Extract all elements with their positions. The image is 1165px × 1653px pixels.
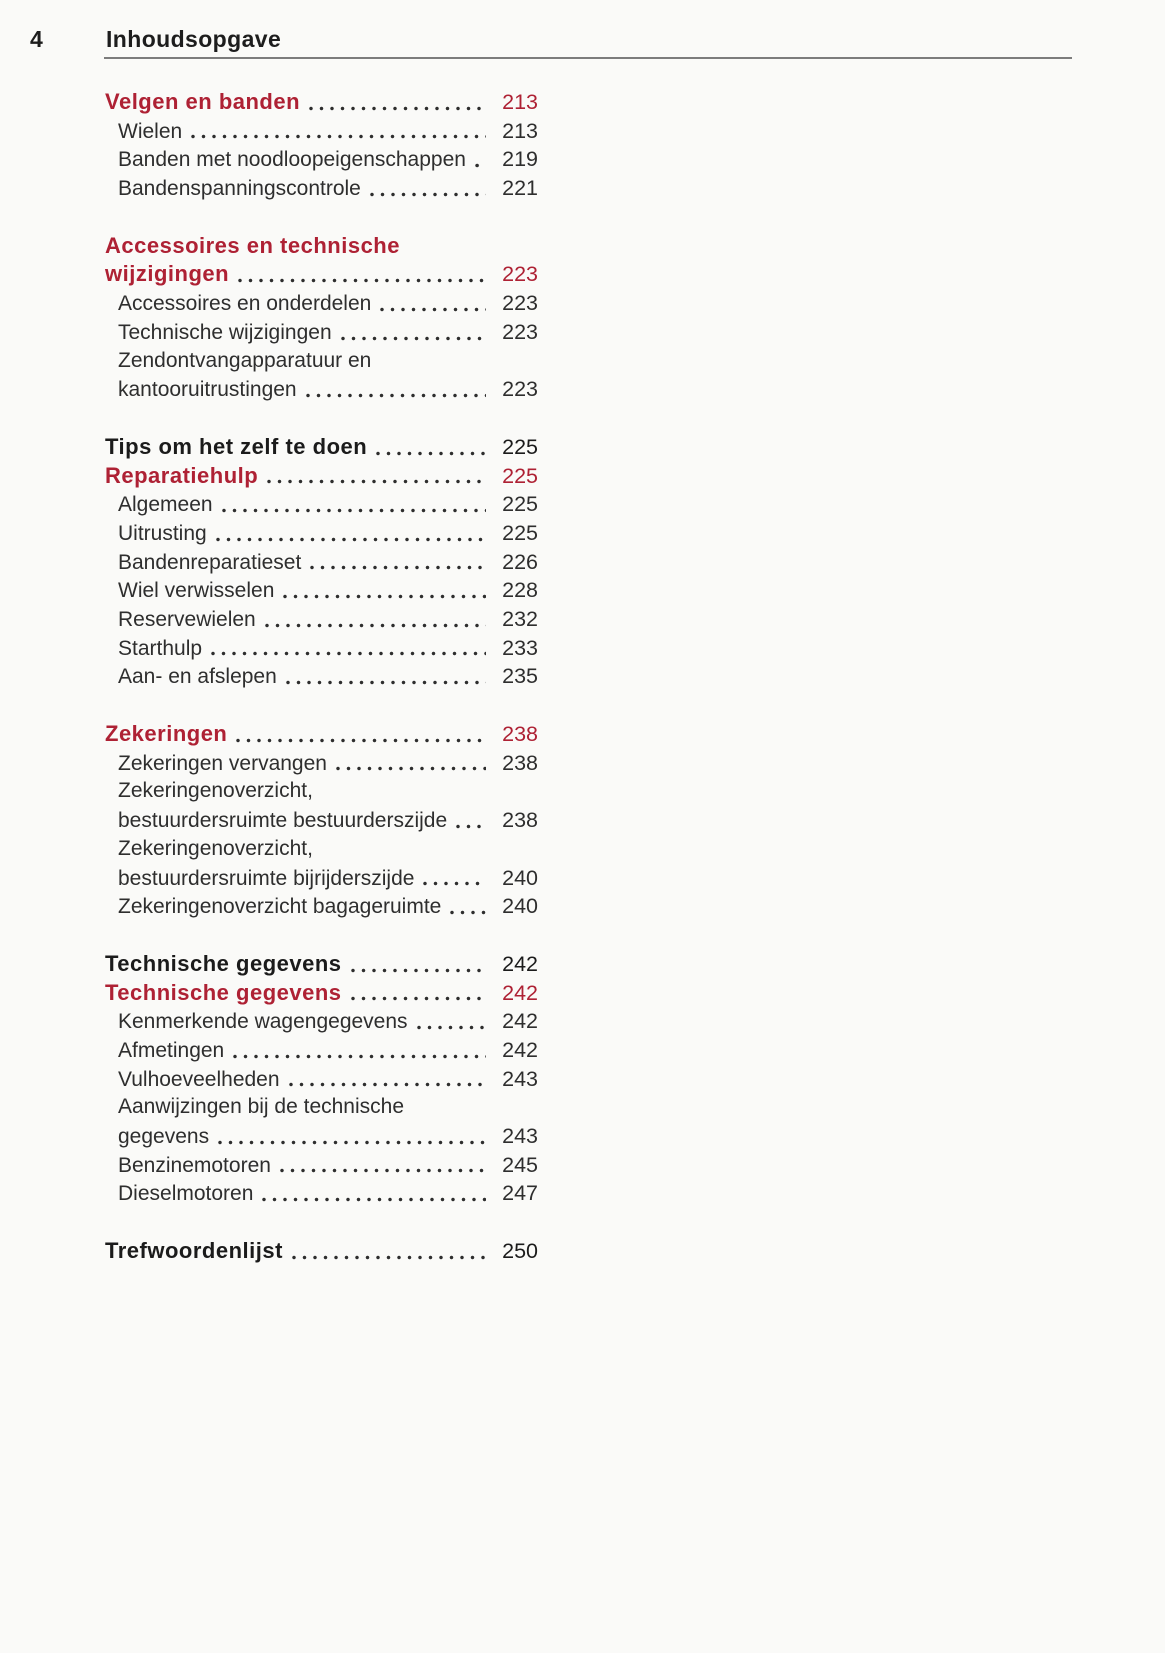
- toc-entry-label: Aan- en afslepen: [118, 665, 277, 689]
- toc-entry-label: Zekeringenoverzicht,: [118, 779, 313, 803]
- toc-entry-label: Wielen: [118, 119, 183, 143]
- toc-row: [105, 548, 538, 577]
- dot-leader: [265, 623, 486, 628]
- toc-row: [105, 605, 538, 634]
- toc-entry-label: Wiel verwisselen: [118, 579, 275, 603]
- toc-entry-label: Bandenspanningscontrole: [118, 177, 361, 201]
- toc-page-number: 242: [502, 1009, 538, 1034]
- toc-page-number: 223: [502, 377, 538, 402]
- toc-row: [105, 1036, 538, 1065]
- toc-entry-label: Banden met noodloopeigenschappen: [118, 148, 466, 172]
- dot-leader: [236, 738, 486, 743]
- toc-page-number: 243: [502, 1124, 538, 1148]
- toc-row: [105, 433, 538, 462]
- toc-page-number: 225: [502, 520, 538, 545]
- dot-leader: [376, 451, 486, 456]
- dot-leader: [218, 1140, 486, 1145]
- page-number: 4: [30, 26, 43, 52]
- toc-entry-label: Bandenreparatieset: [118, 550, 302, 574]
- toc-page-number: 238: [502, 750, 538, 775]
- toc-row: [105, 462, 538, 491]
- toc-row: [105, 174, 538, 203]
- toc-group: [105, 950, 538, 1208]
- toc-entry-label: Vulhoeveelheden: [118, 1067, 280, 1091]
- toc-page-number: 225: [502, 492, 538, 517]
- toc-row: [105, 749, 538, 778]
- toc-group: [105, 88, 538, 203]
- toc-page-number: 226: [502, 549, 538, 574]
- dot-leader: [292, 1255, 486, 1260]
- toc-row: [105, 1093, 538, 1122]
- dot-leader: [370, 192, 486, 197]
- toc-entry-label: Kenmerkende wagengegevens: [118, 1010, 408, 1034]
- toc-group: [105, 720, 538, 921]
- toc: [105, 88, 538, 1295]
- dot-leader: [475, 163, 486, 168]
- toc-entry-label: gegevens: [118, 1125, 210, 1148]
- toc-page-number: 223: [502, 291, 538, 316]
- toc-page-number: 225: [502, 434, 538, 459]
- dot-leader: [280, 1168, 486, 1173]
- toc-page-number: 233: [502, 635, 538, 660]
- toc-entry-label: Zekeringen: [105, 721, 228, 747]
- toc-page-number: 238: [502, 722, 538, 747]
- dot-leader: [380, 307, 486, 312]
- dot-leader: [336, 766, 486, 771]
- toc-page-number: 235: [502, 664, 538, 689]
- toc-row: [105, 720, 538, 749]
- toc-entry-label: Benzinemotoren: [118, 1153, 271, 1177]
- toc-page-number: 228: [502, 578, 538, 603]
- toc-entry-label: Aanwijzingen bij de technische: [118, 1095, 405, 1119]
- toc-page-number: 213: [502, 90, 538, 114]
- toc-row: [105, 864, 538, 893]
- dot-leader: [351, 996, 486, 1001]
- toc-row: [105, 347, 538, 376]
- toc-page-number: 245: [502, 1152, 538, 1177]
- toc-row: [105, 117, 538, 146]
- dot-leader: [289, 1082, 486, 1087]
- toc-page-number: 223: [502, 319, 538, 344]
- dot-leader: [309, 106, 486, 111]
- dot-leader: [450, 910, 486, 915]
- page-title: Inhoudsopgave: [106, 26, 282, 52]
- toc-row: [105, 1237, 538, 1266]
- toc-row: [105, 1065, 538, 1094]
- toc-page-number: 250: [502, 1239, 538, 1264]
- toc-row: [105, 1122, 538, 1151]
- toc-entry-label: Zendontvangapparatuur en: [118, 348, 372, 372]
- toc-group: [105, 232, 538, 404]
- toc-page-number: 242: [502, 980, 538, 1005]
- dot-leader: [222, 508, 486, 513]
- toc-page-number: 242: [502, 1037, 538, 1062]
- dot-leader: [262, 1197, 486, 1202]
- dot-leader: [267, 479, 486, 484]
- toc-row: [105, 519, 538, 548]
- toc-row: [105, 1007, 538, 1036]
- toc-row: [105, 806, 538, 835]
- toc-entry-label: Zekeringenoverzicht bagageruimte: [118, 895, 442, 919]
- toc-page-number: 223: [502, 262, 538, 287]
- toc-row: [105, 576, 538, 605]
- toc-entry-label: Reservewielen: [118, 608, 256, 631]
- toc-group: [105, 433, 538, 691]
- dot-leader: [423, 881, 486, 886]
- toc-page-number: 225: [502, 463, 538, 488]
- toc-entry-label: kantooruitrustingen: [118, 378, 297, 402]
- toc-group: [105, 1237, 538, 1266]
- dot-leader: [191, 134, 486, 139]
- toc-row: [105, 1179, 538, 1208]
- toc-entry-label: Technische gegevens: [105, 979, 342, 1005]
- toc-row: [105, 662, 538, 691]
- toc-row: [105, 979, 538, 1008]
- dot-leader: [456, 824, 486, 829]
- toc-row: [105, 634, 538, 663]
- toc-row: [105, 260, 538, 289]
- toc-row: [105, 777, 538, 806]
- toc-entry-label: Trefwoordenlijst: [105, 1238, 283, 1264]
- toc-entry-label: Accessoires en technische: [105, 232, 400, 258]
- toc-row: [105, 490, 538, 519]
- dot-leader: [216, 537, 486, 542]
- toc-row: [105, 950, 538, 979]
- toc-entry-label: Uitrusting: [118, 521, 207, 545]
- toc-row: [105, 145, 538, 174]
- toc-entry-label: Accessoires en onderdelen: [118, 292, 372, 316]
- toc-entry-label: Velgen en banden: [105, 89, 301, 114]
- dot-leader: [283, 594, 486, 599]
- toc-row: [105, 1151, 538, 1180]
- toc-entry-label: Technische gegevens: [105, 950, 342, 976]
- dot-leader: [238, 278, 486, 283]
- dot-leader: [211, 651, 486, 656]
- dot-leader: [310, 565, 486, 570]
- toc-page-number: 213: [502, 118, 538, 143]
- toc-row: [105, 318, 538, 347]
- dot-leader: [286, 680, 486, 685]
- dot-leader: [341, 336, 486, 341]
- toc-entry-label: Starthulp: [118, 636, 203, 660]
- toc-entry-label: Reparatiehulp: [105, 462, 259, 488]
- toc-entry-label: Dieselmotoren: [118, 1182, 254, 1206]
- toc-row: [105, 88, 538, 117]
- dot-leader: [417, 1025, 486, 1030]
- header-rule: [104, 57, 1072, 59]
- toc-row: [105, 375, 538, 404]
- dot-leader: [233, 1054, 486, 1059]
- toc-page-number: 247: [502, 1181, 538, 1206]
- toc-row: [105, 835, 538, 864]
- toc-entry-label: Afmetingen: [118, 1038, 225, 1062]
- toc-entry-label: Zekeringen vervangen: [118, 751, 327, 775]
- toc-entry-label: Algemeen: [118, 493, 213, 517]
- toc-page-number: 221: [502, 176, 538, 201]
- toc-page-number: 240: [502, 865, 538, 890]
- toc-entry-label: bestuurdersruimte bijrijderszijde: [118, 866, 415, 890]
- toc-page-number: 243: [502, 1066, 538, 1091]
- toc-page-number: 219: [502, 147, 538, 172]
- toc-entry-label: Technische wijzigingen: [118, 320, 332, 344]
- toc-row: [105, 232, 538, 261]
- toc-entry-label: Tips om het zelf te doen: [105, 433, 368, 459]
- toc-entry-label: Zekeringenoverzicht,: [118, 836, 313, 860]
- toc-row: [105, 289, 538, 318]
- toc-page-number: 232: [502, 607, 538, 631]
- toc-page-number: 242: [502, 951, 538, 976]
- toc-page-number: 240: [502, 894, 538, 919]
- dot-leader: [351, 968, 486, 973]
- toc-row: [105, 892, 538, 921]
- toc-entry-label: bestuurdersruimte bestuurderszijde: [118, 809, 448, 833]
- dot-leader: [306, 393, 486, 398]
- toc-page-number: 238: [502, 808, 538, 833]
- toc-entry-label: wijzigingen: [105, 261, 230, 287]
